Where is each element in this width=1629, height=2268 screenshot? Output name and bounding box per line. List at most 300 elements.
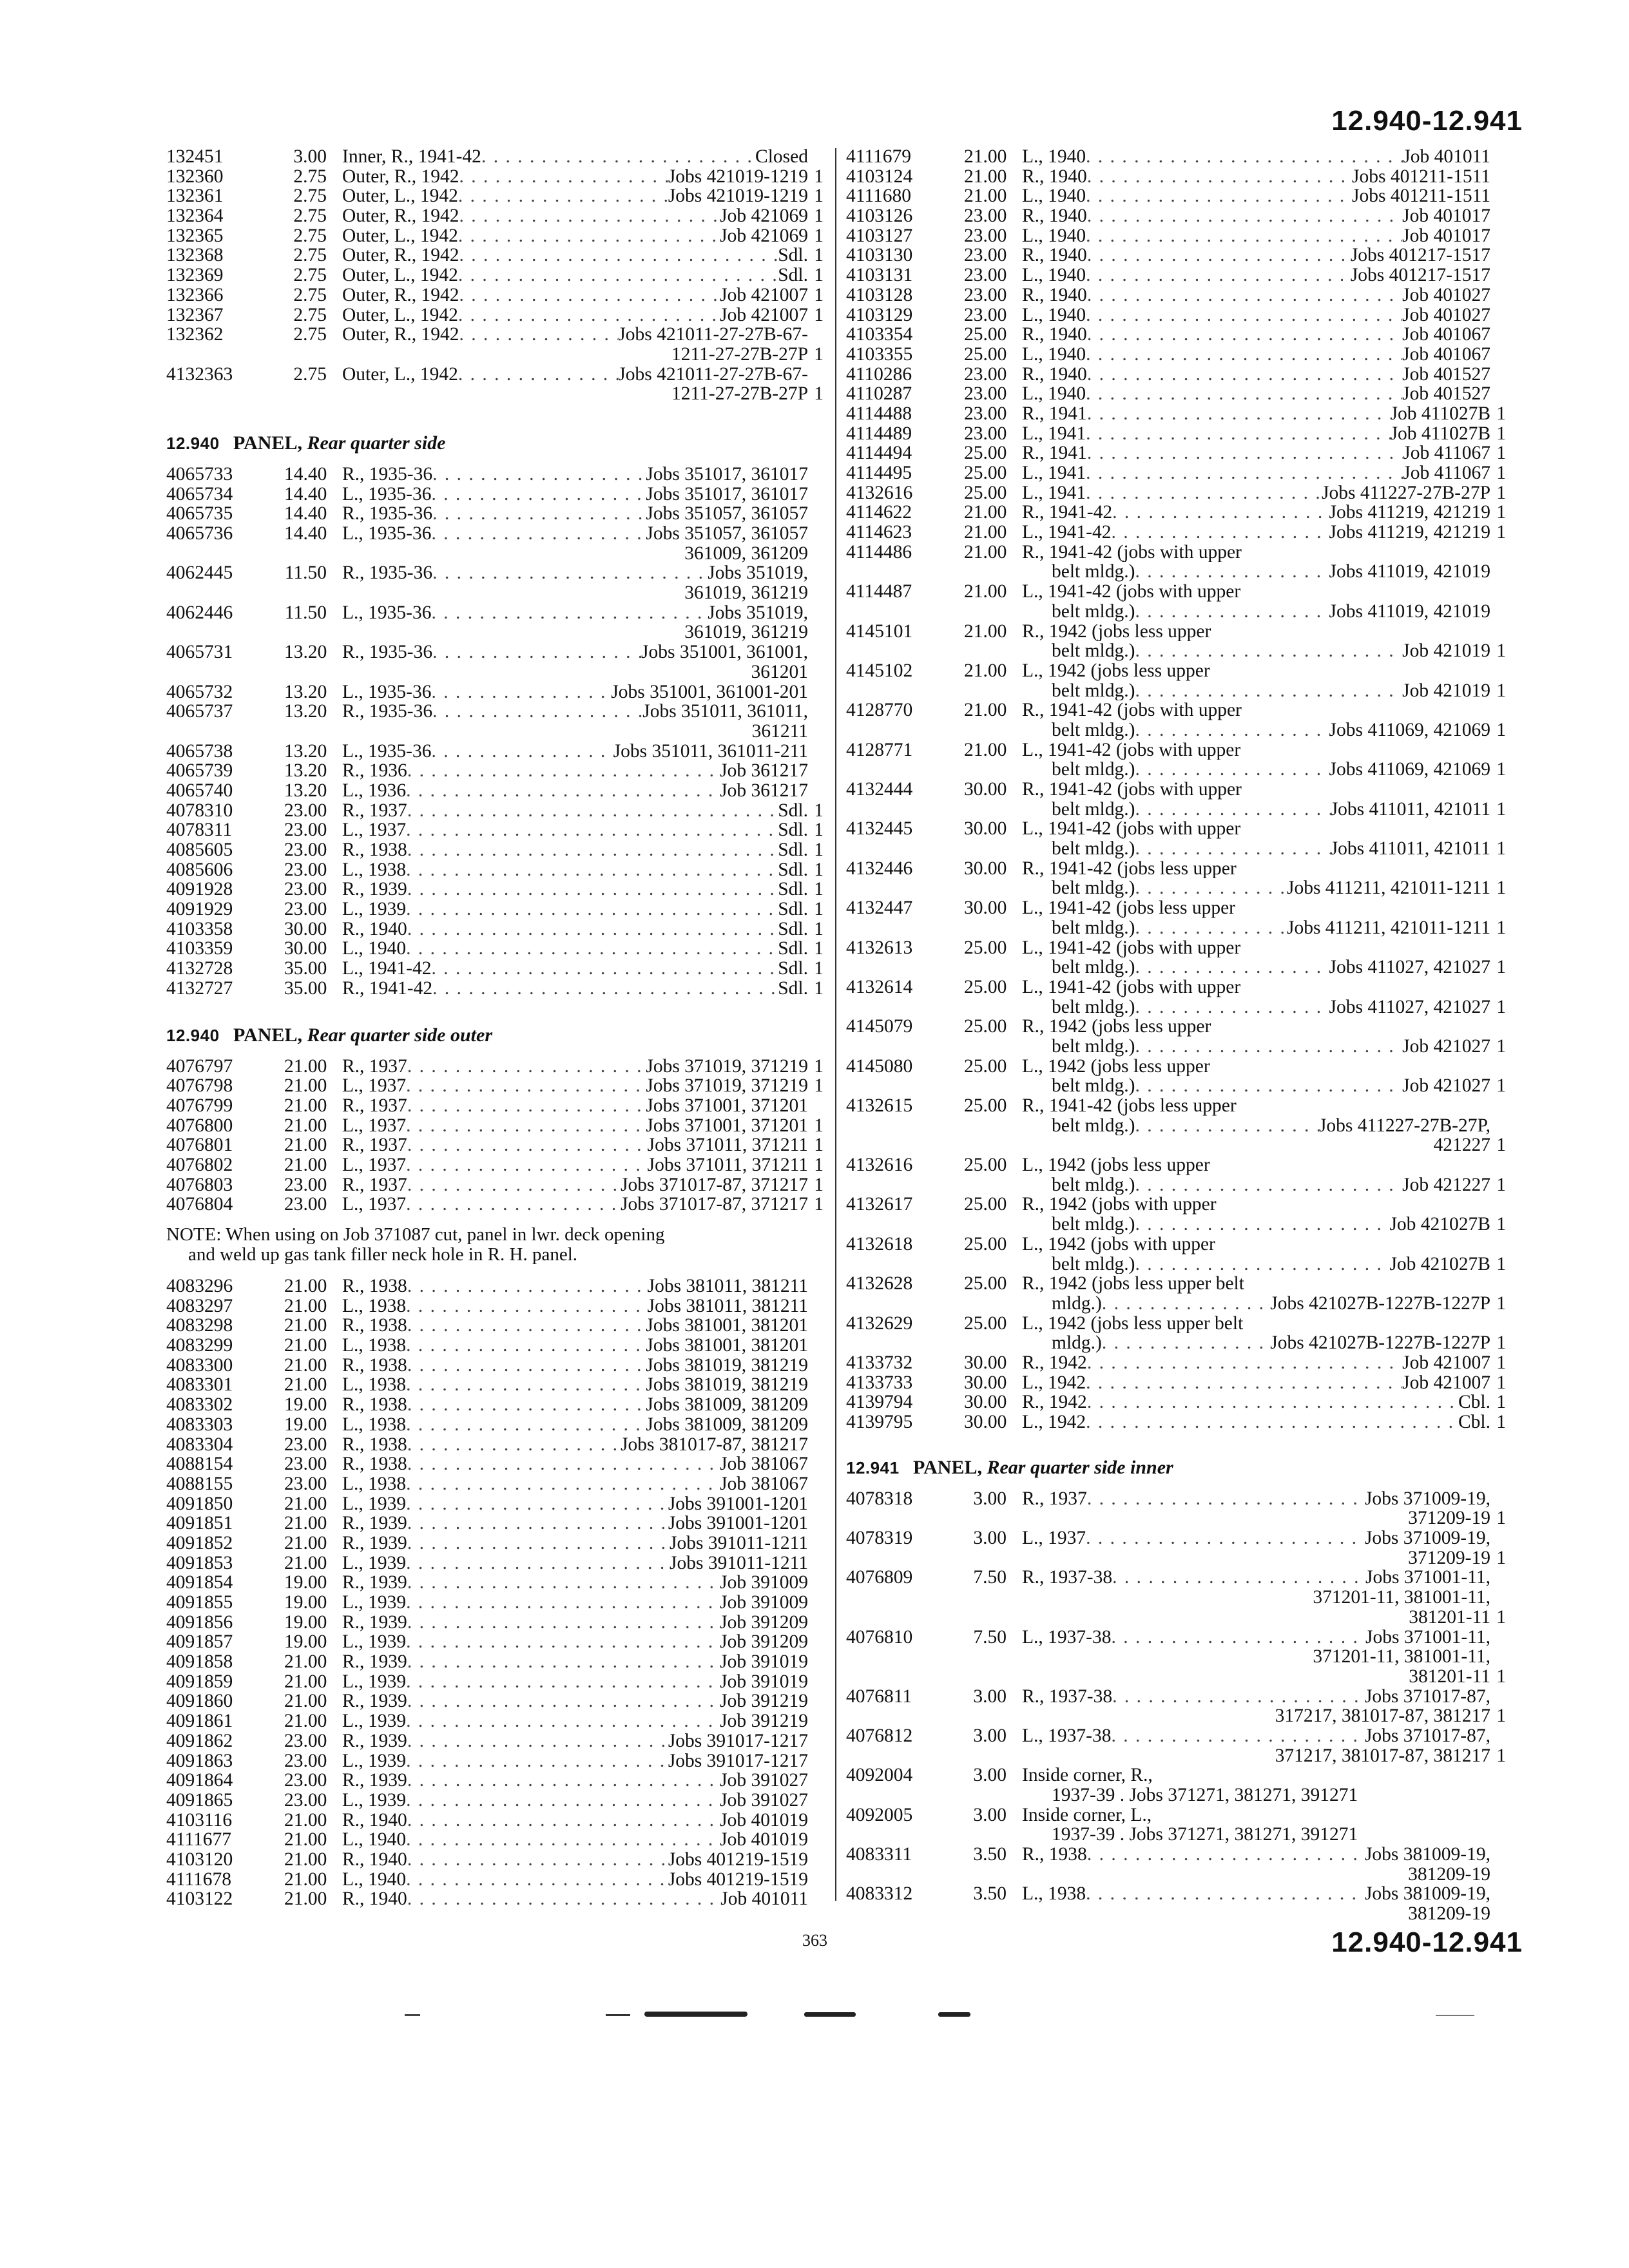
dot-leader [1135, 1254, 1389, 1274]
quantity: 1 [814, 899, 824, 920]
job-text: Job 411027B [1390, 403, 1490, 424]
empty-cell [846, 1785, 964, 1805]
price: 2.75 [293, 225, 327, 246]
part-number: 4065740 [166, 780, 233, 801]
job-text: Job 421019 [1402, 641, 1490, 661]
quantity [1490, 1865, 1510, 1885]
description-text: R., 1941-42 (jobs less upper [1022, 858, 1237, 879]
job-text: Job 421027 [1402, 1036, 1490, 1057]
dot-leader [1086, 1528, 1365, 1548]
note-line-2: and weld up gas tank filler neck hole in R. H. panel. [188, 1244, 578, 1265]
table-row [846, 345, 1510, 365]
empty-cell [846, 1865, 964, 1885]
table-row [166, 186, 827, 206]
job-text: Jobs 371001, 371201 [646, 1115, 808, 1136]
job-text: Jobs 371009-19, [1364, 1488, 1490, 1509]
part-number: 4076801 [166, 1135, 233, 1156]
quantity [1490, 1687, 1510, 1707]
table-row [166, 1356, 827, 1376]
empty-cell [846, 641, 964, 661]
price: 21.00 [284, 1532, 327, 1553]
quantity [808, 325, 827, 345]
empty-cell [846, 602, 964, 622]
description-cell [342, 860, 808, 880]
description-cell [1022, 1037, 1490, 1057]
description-text: L., 1942 [1022, 1372, 1086, 1393]
description-cell [1022, 1175, 1490, 1195]
description-cell [342, 1672, 808, 1692]
description-cell [1022, 1373, 1490, 1393]
table-row [166, 1276, 827, 1296]
dot-leader [431, 742, 613, 762]
price: 23.00 [284, 899, 327, 920]
quantity [808, 1731, 827, 1751]
part-number: 4132618 [846, 1233, 913, 1254]
description-cell [342, 1573, 808, 1593]
part-number: 4114623 [846, 522, 912, 543]
table-row [846, 622, 1510, 642]
part-number: 4132363 [166, 363, 233, 385]
empty-cell [964, 878, 1022, 898]
quantity [808, 1454, 827, 1474]
description-cell [342, 1057, 808, 1077]
table-row [846, 1884, 1510, 1904]
price: 23.00 [284, 800, 327, 821]
quantity [1490, 582, 1510, 602]
dot-leader [406, 860, 778, 880]
part-number: 132364 [166, 206, 224, 227]
part-number: 4083311 [846, 1844, 912, 1865]
quantity: 1 [1496, 838, 1506, 860]
job-text: Job 421069 [720, 226, 808, 246]
job-text: Jobs 351011, 361011, [642, 702, 808, 722]
description-text: L., 1940 [342, 1869, 407, 1890]
table-row-continuation [846, 1508, 1510, 1528]
table-row [846, 1096, 1510, 1116]
description-text: R., 1937-38 [1022, 1568, 1113, 1588]
job-text: Jobs 371017-87, [1364, 1725, 1490, 1746]
quantity [808, 1494, 827, 1514]
job-text: 371201-11, 381001-11, [1313, 1647, 1490, 1667]
price: 25.00 [964, 1233, 1007, 1254]
price: 30.00 [964, 858, 1007, 879]
price: 30.00 [284, 938, 327, 959]
description-text: L., 1939 [342, 1711, 407, 1731]
quantity [1490, 1904, 1510, 1924]
description-cell [1022, 1333, 1490, 1353]
description-cell [342, 544, 808, 564]
price: 35.00 [284, 958, 327, 979]
description-text: L., 1941 [1022, 483, 1086, 503]
table-row [166, 801, 827, 821]
job-text: Jobs 401219-1519 [668, 1849, 808, 1870]
description-text: belt mldg.) [1052, 957, 1135, 977]
description-text: L., 1935-36 [342, 602, 432, 623]
description-text: R., 1941-42 (jobs with upper [1022, 780, 1242, 800]
quantity: 1 [814, 977, 824, 999]
table-row-continuation [846, 1254, 1510, 1274]
quantity [1490, 562, 1510, 582]
left-column [166, 147, 827, 1909]
quantity: 1 [814, 343, 824, 365]
part-number: 4091860 [166, 1691, 233, 1712]
price: 23.00 [284, 840, 327, 860]
description-cell [342, 206, 808, 226]
price: 25.00 [964, 463, 1007, 483]
right-rows-after [846, 1353, 1510, 1432]
part-number: 132368 [166, 245, 224, 266]
description-cell [342, 305, 808, 325]
description-cell [342, 1791, 808, 1811]
job-text: Jobs 371001-11, [1365, 1568, 1490, 1588]
empty-cell [964, 1647, 1022, 1667]
price: 21.00 [284, 1888, 327, 1910]
part-number: 4083299 [166, 1335, 233, 1356]
quantity [808, 1375, 827, 1395]
quantity: 1 [814, 859, 824, 880]
description-text: L., 1940 [342, 1830, 407, 1850]
dot-leader [406, 1711, 720, 1731]
dot-leader [1135, 1175, 1402, 1195]
description-cell [342, 245, 808, 265]
table-row-continuation [846, 1294, 1510, 1314]
table-row [166, 603, 827, 623]
quantity [1490, 543, 1510, 562]
section-title-rest: Rear quarter side inner [987, 1456, 1173, 1478]
part-number: 4132614 [846, 976, 913, 997]
section-title-rest: Rear quarter side outer [307, 1024, 493, 1046]
part-number: 4076800 [166, 1115, 233, 1136]
job-text: Jobs 381011, 381211 [647, 1276, 808, 1296]
table-row [166, 167, 827, 187]
quantity [1490, 245, 1510, 265]
quantity: 1 [1496, 463, 1506, 483]
part-number: 4083296 [166, 1276, 233, 1296]
empty-cell [964, 1785, 1022, 1805]
job-text: Jobs 411211, 421011-1211 [1286, 878, 1490, 899]
quantity [808, 662, 827, 682]
section-code: 12.940 [166, 1025, 220, 1045]
table-row [166, 1135, 827, 1155]
description-cell [342, 485, 808, 505]
dot-leader [1102, 1333, 1270, 1353]
table-row [846, 167, 1510, 187]
table-row-continuation [846, 681, 1510, 701]
description-cell [1022, 1155, 1490, 1175]
part-number: 4132616 [846, 482, 913, 503]
part-number: 4103359 [166, 938, 233, 959]
quantity: 1 [814, 820, 824, 841]
description-text: L., 1936 [342, 780, 407, 801]
price: 19.00 [284, 1394, 327, 1416]
description-text: R., 1940 [1022, 245, 1087, 266]
job-text: Jobs 391001-1201 [668, 1514, 808, 1533]
description-text: R., 1937-38 [1022, 1686, 1113, 1707]
quantity [808, 1395, 827, 1415]
description-cell [342, 801, 808, 821]
description-text: R., 1937 [342, 1175, 407, 1195]
description-cell [1022, 1274, 1490, 1294]
description-cell [1022, 226, 1490, 246]
empty-cell [964, 1215, 1022, 1235]
table-row [846, 1353, 1510, 1373]
description-cell [342, 1454, 808, 1474]
part-number: 4065739 [166, 760, 233, 782]
empty-cell [964, 1706, 1022, 1726]
page-footer-section-range: 12.940-12.941 [1331, 1927, 1523, 1958]
job-text: Jobs 421019-1219 [668, 186, 808, 207]
empty-cell [846, 800, 964, 820]
quantity [1490, 661, 1510, 681]
price: 2.75 [293, 206, 327, 227]
part-number: 4145080 [846, 1055, 913, 1077]
description-text: Inside corner, R., [1022, 1765, 1153, 1785]
table-row [166, 265, 827, 285]
job-text: Sdl. [778, 245, 808, 266]
price: 19.00 [284, 1611, 327, 1633]
job-text: Job 391019 [720, 1652, 808, 1672]
description-text: 1937-39 [1052, 1785, 1115, 1805]
job-text: Jobs 351057, 361057 [646, 504, 808, 524]
description-text: L., 1937 [342, 1076, 407, 1096]
table-row [846, 305, 1510, 325]
table-row [846, 404, 1510, 424]
job-text: Jobs 411227-27B-27P, [1318, 1115, 1490, 1136]
empty-cell [846, 1647, 964, 1667]
quantity: 1 [1496, 1666, 1506, 1687]
price: 23.00 [964, 423, 1007, 444]
quantity [1490, 938, 1510, 958]
table-row [846, 503, 1510, 523]
dot-leader [1086, 463, 1403, 483]
description-cell [342, 524, 808, 544]
price: 23.00 [964, 304, 1007, 325]
price: 35.00 [284, 977, 327, 999]
price: 2.75 [293, 265, 327, 286]
quantity: 1 [814, 1154, 824, 1175]
description-text: R., 1941 [1022, 443, 1087, 463]
empty-cell [846, 562, 964, 582]
quantity [1490, 147, 1510, 167]
part-number: 4114486 [846, 541, 912, 562]
part-number: 132362 [166, 324, 224, 345]
dot-leader [1087, 1845, 1365, 1865]
description-text: L., 1935-36 [342, 741, 432, 762]
table-row [846, 780, 1510, 800]
description-text: Outer, R., 1942 [342, 166, 459, 187]
dot-leader [1086, 265, 1351, 285]
price: 21.00 [964, 660, 1007, 681]
quantity [808, 1613, 827, 1633]
job-text: Sdl. [778, 959, 808, 979]
description-text: R., 1935-36 [342, 642, 433, 662]
quantity [808, 1711, 827, 1731]
empty-cell [846, 1333, 964, 1353]
quantity: 1 [814, 879, 824, 900]
description-text: L., 1938 [342, 1414, 407, 1435]
job-text: Job 391019 [720, 1671, 808, 1692]
quantity [808, 1850, 827, 1870]
price: 23.00 [964, 363, 1007, 385]
description-cell [1022, 1628, 1490, 1648]
dot-leader [406, 781, 720, 801]
part-number: 4103127 [846, 225, 913, 246]
dot-leader [407, 1514, 668, 1533]
description-cell [342, 1711, 808, 1731]
price: 21.00 [964, 541, 1007, 562]
section-title-bold: PANEL, [233, 432, 302, 454]
description-cell [342, 1415, 808, 1435]
description-cell [1022, 1508, 1490, 1528]
job-text: Jobs 371001, 371201 [646, 1095, 808, 1116]
description-cell [1022, 1135, 1490, 1155]
part-number: 4103120 [166, 1849, 233, 1870]
part-number: 4076809 [846, 1567, 913, 1588]
description-cell [1022, 1489, 1490, 1509]
description-cell [342, 1889, 808, 1909]
dot-leader [1112, 1568, 1365, 1588]
empty-cell [846, 1037, 964, 1057]
description-cell [1022, 305, 1490, 325]
part-number: 4076797 [166, 1055, 233, 1077]
dot-leader [432, 504, 646, 524]
table-row [166, 1175, 827, 1195]
dot-leader [459, 167, 668, 187]
job-text: Job 421007 [1402, 1372, 1490, 1393]
description-text: belt mldg.) [1052, 601, 1135, 622]
quantity: 1 [814, 1075, 824, 1097]
job-text: Jobs 411069, 421069 [1329, 720, 1490, 740]
section-heading-rear-quarter-side-outer [166, 1024, 827, 1046]
part-number: 4062445 [166, 562, 233, 584]
table-row [846, 661, 1510, 681]
part-number: 4091864 [166, 1770, 233, 1791]
job-text: Jobs 411027, 421027 [1329, 997, 1490, 1017]
description-cell [342, 603, 808, 623]
description-cell [342, 1751, 808, 1771]
empty-cell [846, 720, 964, 740]
price: 30.00 [964, 1352, 1007, 1373]
section-title-rest: Rear quarter side [307, 432, 446, 454]
dot-leader [1135, 1076, 1402, 1096]
quantity [808, 682, 827, 702]
table-row-continuation [846, 1785, 1510, 1805]
description-text: R., 1939 [342, 1612, 407, 1633]
empty-cell [846, 1588, 964, 1608]
price: 25.00 [964, 1194, 1007, 1215]
part-number: 4128771 [846, 739, 913, 760]
quantity: 1 [1496, 423, 1506, 444]
description-cell [1022, 147, 1490, 167]
job-text: Jobs 421019-1219 [668, 166, 808, 187]
description-cell [1022, 1215, 1490, 1235]
description-text: belt mldg.) [1052, 878, 1135, 899]
description-text: R., 1937 [1022, 1488, 1087, 1509]
empty-cell [964, 1588, 1022, 1608]
job-text: Sdl. [778, 265, 808, 285]
table-row [166, 1889, 827, 1909]
quantity [808, 1870, 827, 1890]
price: 23.00 [964, 206, 1007, 227]
quantity: 1 [1496, 443, 1506, 464]
quantity: 1 [814, 1194, 824, 1215]
description-cell [1022, 1608, 1490, 1628]
job-text: Job 421027 [1402, 1076, 1490, 1096]
part-number: 4085605 [166, 840, 233, 860]
price: 23.00 [284, 1174, 327, 1195]
job-text: 361019, 361219 [684, 583, 808, 603]
description-text: R., 1941-42 (jobs with upper [1022, 700, 1242, 720]
quantity: 1 [814, 918, 824, 939]
job-text: Job 401019 [720, 1810, 808, 1831]
description-cell [1022, 1353, 1490, 1373]
price: 21.00 [284, 1335, 327, 1356]
part-number [166, 384, 284, 404]
description-cell [1022, 543, 1490, 562]
description-cell [1022, 800, 1490, 820]
table-row-continuation [846, 602, 1510, 622]
description-text: L., 1940 [1022, 147, 1086, 167]
description-cell [1022, 1057, 1490, 1077]
right-row-4132615 [846, 1096, 1510, 1155]
description-text: L., 1941-42 (jobs with upper [1022, 740, 1241, 760]
quantity [808, 583, 827, 603]
description-text: Outer, R., 1942 [342, 325, 459, 345]
description-text: R., 1935-36 [342, 563, 433, 584]
description-text: R., 1938 [342, 1355, 407, 1376]
price: 7.50 [973, 1626, 1007, 1648]
description-text: L., 1935-36 [342, 484, 432, 505]
section-title-bold: PANEL, [913, 1456, 982, 1478]
price: 3.00 [973, 1725, 1007, 1746]
part-number: 4078311 [166, 820, 233, 841]
price: 25.00 [964, 443, 1007, 464]
quantity [808, 1316, 827, 1336]
description-text: R., 1938 [342, 1316, 407, 1336]
quantity: 1 [1496, 1372, 1506, 1393]
price: 13.20 [284, 740, 327, 762]
job-text: Jobs 371019, 371219 [646, 1056, 808, 1077]
table-row [846, 1628, 1510, 1648]
dot-leader [432, 465, 646, 485]
part-number: 4091865 [166, 1789, 233, 1811]
description-text: R., 1942 [1022, 1392, 1087, 1412]
description-text: L., 1940 [1022, 226, 1086, 246]
quantity: 1 [1496, 1547, 1506, 1568]
table-row-continuation [846, 1825, 1510, 1845]
table-row-continuation [846, 1037, 1510, 1057]
quantity: 1 [814, 1115, 824, 1136]
dot-leader [481, 147, 755, 167]
job-text: Jobs 351019, [708, 602, 808, 623]
description-text: Outer, L., 1942 [342, 265, 458, 285]
job-text: Job 411067 [1403, 443, 1490, 463]
quantity [808, 1691, 827, 1711]
dot-leader [1087, 1392, 1458, 1412]
job-text: Job 421007 [720, 285, 808, 305]
job-text: Jobs 401217-1517 [1350, 245, 1490, 266]
section-title-bold: PANEL, [233, 1024, 302, 1046]
job-text: Job 381067 [720, 1474, 808, 1494]
quantity: 1 [814, 383, 824, 405]
job-text: Jobs 381019, 381219 [646, 1375, 808, 1396]
job-text: Job 401017 [1402, 206, 1490, 226]
part-number [166, 583, 284, 603]
table-row [846, 245, 1510, 265]
price: 11.50 [284, 602, 327, 623]
description-text: R., 1939 [342, 1533, 407, 1553]
quantity: 1 [1496, 798, 1506, 820]
